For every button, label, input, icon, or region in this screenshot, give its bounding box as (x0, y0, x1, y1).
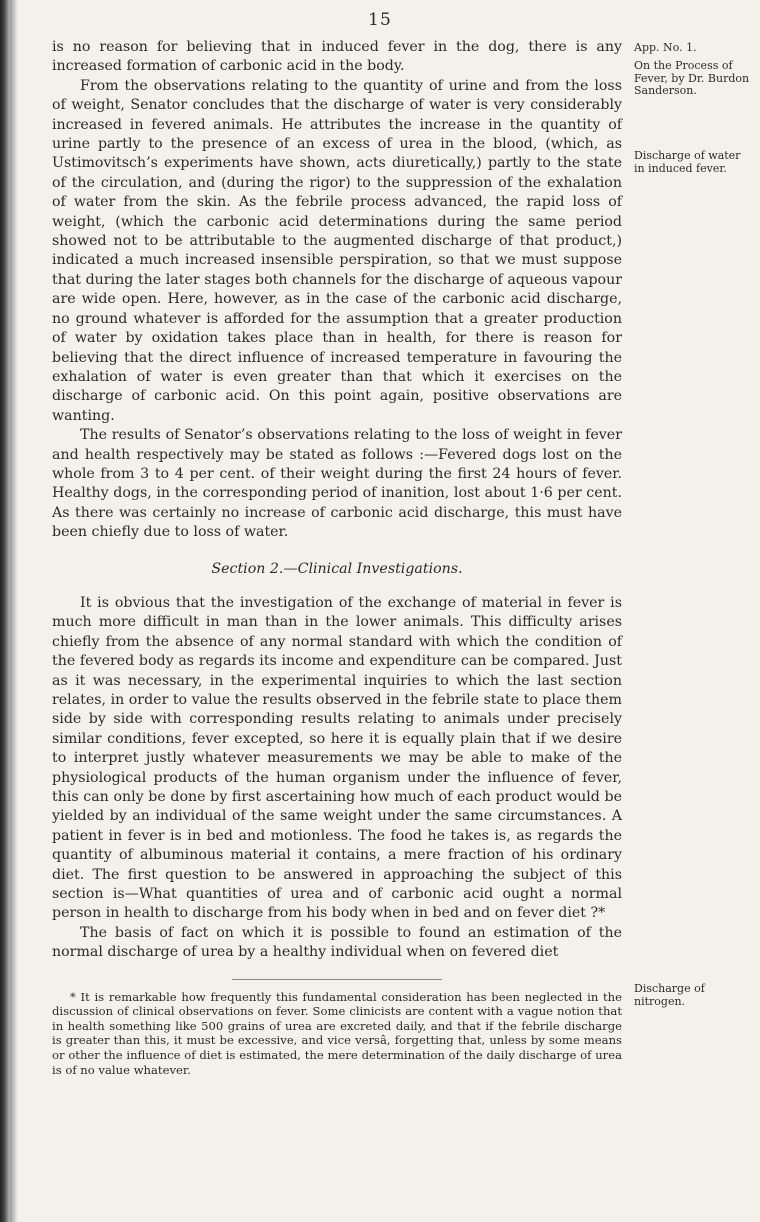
page-binding-gradient (10, 0, 18, 1222)
page-number: 15 (368, 10, 392, 30)
margin-note-nitrogen: Discharge of nitrogen. (634, 982, 705, 1008)
page-binding-shadow (0, 0, 10, 1222)
main-text (52, 38, 622, 1077)
margin-note-process-of-fever: On the Process of Fever, by Dr. Burdon Sanderson. (634, 59, 750, 97)
margin-note-water-discharge: Discharge of water in induced fever. (634, 149, 741, 175)
paragraph-5: The basis of fact on which it is possible to found an estimation of the normal discharge of urea by a healthy individual when on fevered diet (52, 924, 622, 961)
paragraph-4: It is obvious that the investigation of the exchange of material in fever is much more difficult in man than in the lower animals. This difficulty arises chiefly from the absence of any normal standard with which the condition of the fevered body as regards its income and expenditure can be compared. Just as it was necessary, in the experimental inquiries to which the last section relates, in order to value the results observed in the febrile state to place them side by side with corresponding results relating to animals under precisely similar conditions, fever excepted, so here it is equally plain that if we desire to interpret justly whatever measurements we may be able to make of the physiological products of the human organism under the influence of fever, this can only be done by first ascertaining how much of each product would be yielded by an individual of the same weight under the same circumstances. A patient in fever is in bed and motionless. The food he takes is, as regards the quantity of albuminous material it contains, a mere fraction of his ordinary diet. The first question to be answered in approaching the subject of this section is—What quantities of urea and of carbonic acid ought a normal person in health to discharge from his body when in bed and on fever diet ?* (52, 594, 622, 922)
paragraph-3: The results of Senator’s observations relating to the loss of weight in fever and health respectively may be stated as follows :—Fevered dogs lost on the whole from 3 to 4 per cent. of their weight during the first 24 hours of fever. Healthy dogs, in the corresponding period of inanition, lost about 1·6 per cent. As there was certainly no increase of carbonic acid discharge, this must have been chiefly due to loss of water. (52, 427, 622, 541)
margin-ref: App. No. 1. (634, 41, 697, 54)
paragraph-1: is no reason for believing that in induced fever in the dog, there is any increased formation of carbonic acid in the body. (52, 39, 622, 75)
footnote (52, 990, 622, 1078)
footnote-text: * It is remarkable how frequently this fundamental consideration has been neglected in the discussion of clinical observations on fever. Some clinicists are content with a vague notion that in health something like 500 grains of urea are excreted daily, and that if the febrile discharge is greater than this, it must be excessive, and vice versâ, forgetting that, unless by some means or other the influence of diet is estimated, the mere determination of the daily discharge of urea is of no value whatever. (52, 989, 622, 1077)
paragraph-2: From the observations relating to the quantity of urine and from the loss of weight, Senator concludes that the discharge of water is very considerably increased in fevered animals. He attributes the increase in the quantity of urine partly to the presence of an excess of urea in the blood, (which, as Ustimovitsch’s experiments have shown, acts diuretically,) partly to the state of the circulation, and (during the rigor) to the suppression of the exhalation of water from the skin. As the febrile process advanced, the rapid loss of weight, (which the carbonic acid determinations during the same period showed not to be attributable to the augmented discharge of that product,) indicated a much increased insensible perspiration, so that we must suppose that during the later stages both channels for the discharge of aqueous vapour are wide open. Here, however, as in the case of the carbonic acid discharge, no ground whatever is afforded for the assumption that a greater production of water by oxidation takes place than in health, for there is reason for believing that the direct influence of increased temperature in favouring the exhalation of water is even greater than that which it exercises on the discharge of carbonic acid. On this point again, positive observations are wanting. (52, 77, 622, 424)
section-heading: Section 2.—Clinical Investigations. (211, 560, 463, 577)
footnote-divider (232, 979, 442, 980)
